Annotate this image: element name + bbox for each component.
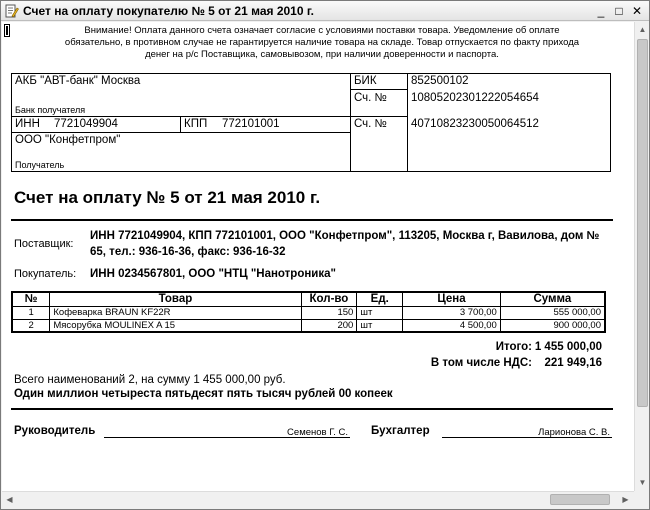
item-price: 4 500,00 <box>403 319 501 332</box>
document-title: Счет на оплату № 5 от 21 мая 2010 г. <box>14 188 321 207</box>
supplier-label: Поставщик: <box>14 238 74 250</box>
accountant-label: Бухгалтер <box>371 425 430 437</box>
column-header: Сумма <box>500 292 605 306</box>
item-name: Кофеварка BRAUN KF22R <box>50 306 301 319</box>
row-number: 2 <box>12 319 50 332</box>
row-number: 1 <box>12 306 50 319</box>
title-bar[interactable] <box>1 1 649 21</box>
table-row[interactable] <box>12 319 605 332</box>
scrollbar-corner <box>634 491 649 506</box>
column-header: Кол-во <box>301 292 357 306</box>
bik-value: 852500102 <box>411 75 469 87</box>
horizontal-scroll-thumb[interactable] <box>550 494 610 505</box>
corr-account-value: 10805202301222054654 <box>411 92 539 104</box>
title-divider <box>11 219 613 221</box>
document-pencil-icon <box>5 4 19 18</box>
item-sum: 900 000,00 <box>500 319 605 332</box>
vat-label: В том числе НДС: <box>430 357 532 369</box>
summary-divider <box>11 408 613 410</box>
minimize-button[interactable]: _ <box>597 4 605 18</box>
item-sum: 555 000,00 <box>500 306 605 319</box>
item-unit: шт <box>357 319 403 332</box>
bank-details-table <box>11 73 611 172</box>
horizontal-scrollbar[interactable] <box>2 491 634 506</box>
item-price: 3 700,00 <box>403 306 501 319</box>
account-value: 40710823230050064512 <box>411 118 539 130</box>
bik-label: БИК <box>354 75 377 87</box>
buyer-label: Покупатель: <box>14 268 77 280</box>
vertical-scroll-thumb[interactable] <box>637 39 648 407</box>
goods-table <box>11 291 606 333</box>
cell-cursor <box>4 24 10 37</box>
item-qty: 150 <box>301 306 357 319</box>
spreadsheet-document[interactable] <box>2 22 634 491</box>
window-title: Счет на оплату покупателю № 5 от 21 мая 2010 г. <box>23 4 314 18</box>
column-header: Товар <box>50 292 301 306</box>
bank-name-caption: Банк получателя <box>15 105 86 115</box>
director-name: Семенов Г. С. <box>287 427 348 438</box>
vertical-scrollbar[interactable] <box>634 22 649 491</box>
supplier-details: ИНН 7721049904, КПП 772101001, ООО "Конфетпром", 113205, Москва г, Вавилова, дом № 65, тел.: 936-16-36, факс: 936-16-32 <box>90 230 600 258</box>
vat-value: 221 949,16 <box>544 357 602 369</box>
column-header: Цена <box>403 292 501 306</box>
item-name: Мясорубка MOULINEX A 15 <box>50 319 301 332</box>
table-row[interactable] <box>12 306 605 319</box>
recipient-caption: Получатель <box>15 160 65 170</box>
account-label: Сч. № <box>354 118 387 130</box>
total-label: Итого: <box>495 341 532 353</box>
corr-account-label: Сч. № <box>354 92 387 104</box>
scroll-down-arrow-icon[interactable]: ▼ <box>638 478 647 487</box>
kpp-label: КПП <box>184 118 208 130</box>
scroll-up-arrow-icon[interactable]: ▲ <box>638 25 647 34</box>
close-button[interactable]: ✕ <box>631 4 643 18</box>
maximize-button[interactable]: □ <box>615 4 623 18</box>
director-label: Руководитель <box>14 425 96 437</box>
buyer-details: ИНН 0234567801, ООО "НТЦ "Нанотроника" <box>90 268 336 280</box>
total-value: 1 455 000,00 <box>534 341 602 353</box>
column-header: № <box>12 292 50 306</box>
scroll-left-arrow-icon[interactable]: ◀ <box>6 495 13 504</box>
scroll-right-arrow-icon[interactable]: ▶ <box>622 495 629 504</box>
inn-label: ИНН <box>15 118 40 130</box>
goods-header-row <box>12 292 605 306</box>
inn-value: 7721049904 <box>54 118 118 130</box>
payment-notice: Внимание! Оплата данного счета означает согласие с условиями поставки товара. Уведомление об оплате обязательно, в противном случае не гарантируется наличие товара на складе. Товар отпускается по факту прихода денег на р/с Поставщика, самовывозом, при наличии доверенности и паспорта. <box>64 25 580 60</box>
bank-name: АКБ "АВТ-банк" Москва <box>15 75 141 87</box>
column-header: Ед. <box>357 292 403 306</box>
recipient-name: ООО "Конфетпром" <box>15 134 121 146</box>
item-unit: шт <box>357 306 403 319</box>
items-count-summary: Всего наименований 2, на сумму 1 455 000,00 руб. <box>14 374 286 386</box>
kpp-value: 772101001 <box>222 118 280 130</box>
accountant-name: Ларионова С. В. <box>538 427 610 438</box>
amount-in-words: Один миллион четыреста пятьдесят пять тысяч рублей 00 копеек <box>14 388 393 400</box>
item-qty: 200 <box>301 319 357 332</box>
